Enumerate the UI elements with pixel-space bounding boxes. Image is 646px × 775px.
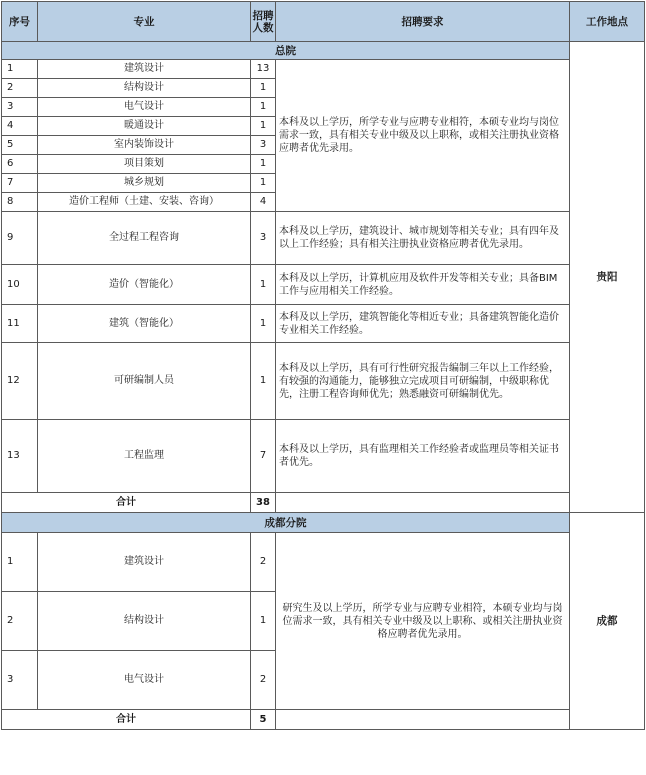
section-title-chengdu: 成都分院: [2, 513, 570, 533]
section-title-hq: 总院: [2, 42, 570, 60]
row-major: 项目策划: [38, 155, 251, 174]
row-no: 1: [2, 533, 38, 592]
row-no: 3: [2, 651, 38, 710]
row-no: 8: [2, 193, 38, 212]
row-major: 可研编制人员: [38, 343, 251, 420]
row-major: 造价（智能化）: [38, 265, 251, 305]
row-requirement: 本科及以上学历，建筑智能化等相近专业；具备建筑智能化造价专业相关工作经验。: [276, 305, 570, 343]
row-count: 13: [251, 60, 276, 79]
row-major: 建筑（智能化）: [38, 305, 251, 343]
row-requirement: 本科及以上学历，计算机应用及软件开发等相关专业；具备BIM工作与应用相关工作经验。: [276, 265, 570, 305]
row-count: 4: [251, 193, 276, 212]
row-count: 1: [251, 265, 276, 305]
row-major: 暖通设计: [38, 117, 251, 136]
header-requirement: 招聘要求: [276, 2, 570, 42]
chengdu-total-blank: [276, 710, 570, 730]
row-major: 建筑设计: [38, 60, 251, 79]
row-count: 7: [251, 420, 276, 493]
row-count: 1: [251, 592, 276, 651]
hq-total-count: 38: [251, 493, 276, 513]
row-requirement: 本科及以上学历，具有可行性研究报告编制三年以上工作经验，有较强的沟通能力，能够独立完成项目可研编制，中级职称优先，注册工程咨询师优先；熟悉融资可研编制优先。: [276, 343, 570, 420]
row-no: 1: [2, 60, 38, 79]
chengdu-total-label: 合计: [2, 710, 251, 730]
row-major: 城乡规划: [38, 174, 251, 193]
row-major: 建筑设计: [38, 533, 251, 592]
header-count: 招聘人数: [251, 2, 276, 42]
row-major: 结构设计: [38, 79, 251, 98]
row-no: 3: [2, 98, 38, 117]
row-count: 1: [251, 305, 276, 343]
row-no: 11: [2, 305, 38, 343]
row-no: 7: [2, 174, 38, 193]
row-major: 全过程工程咨询: [38, 212, 251, 265]
header-location: 工作地点: [570, 2, 645, 42]
chengdu-group-requirement: 研究生及以上学历，所学专业与应聘专业相符，本硕专业均与岗位需求一致，具有相关专业中级及以上职称、或相关注册执业资格应聘者优先录用。: [276, 533, 570, 710]
row-major: 工程监理: [38, 420, 251, 493]
row-no: 5: [2, 136, 38, 155]
row-count: 2: [251, 651, 276, 710]
row-major: 电气设计: [38, 98, 251, 117]
row-no: 13: [2, 420, 38, 493]
row-no: 2: [2, 79, 38, 98]
header-major: 专业: [38, 2, 251, 42]
row-no: 10: [2, 265, 38, 305]
row-count: 2: [251, 533, 276, 592]
row-count: 1: [251, 79, 276, 98]
row-requirement: 本科及以上学历，建筑设计、城市规划等相关专业；具有四年及以上工作经验；具有相关注册执业资格应聘者优先录用。: [276, 212, 570, 265]
row-no: 4: [2, 117, 38, 136]
row-count: 1: [251, 174, 276, 193]
row-requirement: 本科及以上学历，具有监理相关工作经验者或监理员等相关证书者优先。: [276, 420, 570, 493]
hq-total-blank: [276, 493, 570, 513]
row-no: 12: [2, 343, 38, 420]
location-guiyang: 贵阳: [570, 42, 645, 513]
row-count: 1: [251, 155, 276, 174]
row-no: 2: [2, 592, 38, 651]
header-no: 序号: [2, 2, 38, 42]
chengdu-total-count: 5: [251, 710, 276, 730]
hq-group-requirement: 本科及以上学历，所学专业与应聘专业相符，本硕专业均与岗位需求一致，具有相关专业中级及以上职称，或相关注册执业资格应聘者优先录用。: [276, 60, 570, 212]
row-count: 3: [251, 212, 276, 265]
row-count: 1: [251, 343, 276, 420]
hq-total-label: 合计: [2, 493, 251, 513]
row-count: 3: [251, 136, 276, 155]
row-major: 室内装饰设计: [38, 136, 251, 155]
row-count: 1: [251, 98, 276, 117]
row-major: 造价工程师（土建、安装、咨询）: [38, 193, 251, 212]
recruitment-table: [1, 1, 645, 730]
row-count: 1: [251, 117, 276, 136]
row-no: 6: [2, 155, 38, 174]
row-no: 9: [2, 212, 38, 265]
row-major: 结构设计: [38, 592, 251, 651]
row-major: 电气设计: [38, 651, 251, 710]
location-chengdu: 成都: [570, 513, 645, 730]
